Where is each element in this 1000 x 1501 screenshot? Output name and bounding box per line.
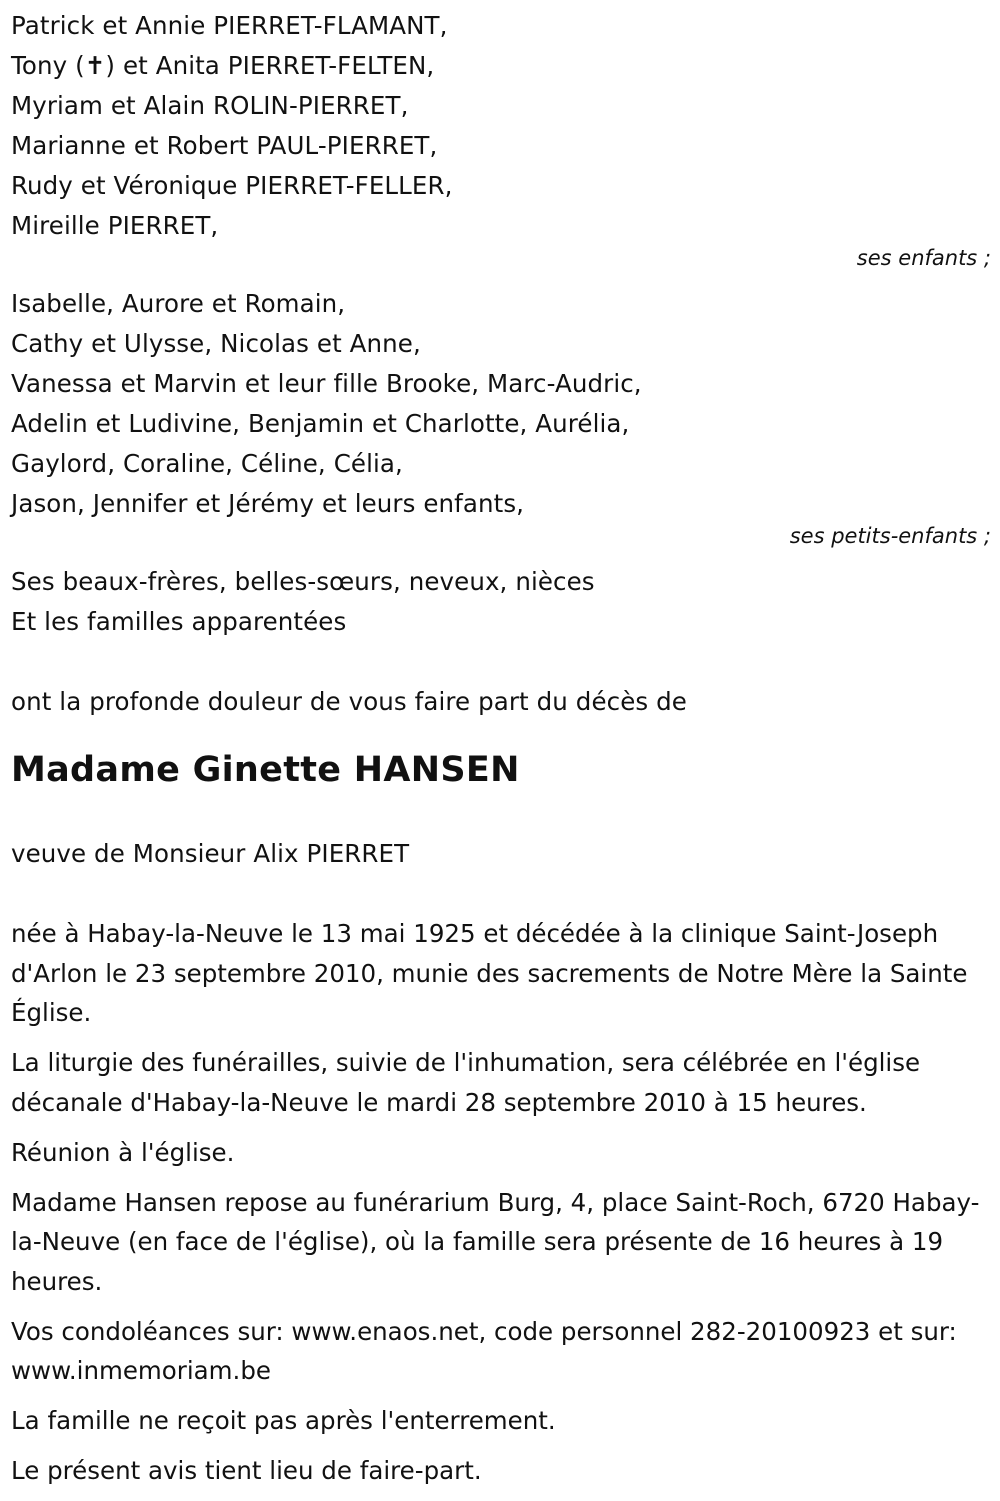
grandchildren-relation-label: ses petits-enfants ; (789, 524, 991, 548)
grandchildren-list (11, 284, 991, 548)
funeral-home-paragraph: Madame Hansen repose au funérarium Burg, 4, place Saint-Roch, 6720 Habay-la-Neuve (en face de l'église), où la famille sera présente de 16 heures à 19 heures. (11, 1187, 980, 1296)
deceased-name: Madame Ginette HANSEN (11, 750, 520, 790)
children-line: Mireille PIERRET, (11, 211, 219, 240)
announcement-text: ont la profonde douleur de vous faire part du décès de (11, 687, 687, 716)
children-line: Tony (✝) et Anita PIERRET-FELTEN, (11, 51, 435, 80)
grandchildren-line: Cathy et Ulysse, Nicolas et Anne, (11, 329, 421, 358)
grandchildren-line: Adelin et Ludivine, Benjamin et Charlotte, Aurélia, (11, 409, 630, 438)
relatives-line: Ses beaux-frères, belles-sœurs, neveux, nièces (11, 567, 595, 596)
relatives-line: Et les familles apparentées (11, 607, 347, 636)
children-line: Patrick et Annie PIERRET-FLAMANT, (11, 11, 448, 40)
children-line: Myriam et Alain ROLIN-PIERRET, (11, 91, 409, 120)
grandchildren-line: Gaylord, Coraline, Céline, Célia, (11, 449, 403, 478)
children-list (11, 6, 991, 270)
children-line: Rudy et Véronique PIERRET-FELLER, (11, 171, 453, 200)
children-relation-label: ses enfants ; (856, 246, 991, 270)
details-section (11, 914, 991, 1491)
grandchildren-line: Jason, Jennifer et Jérémy et leurs enfants, (11, 489, 525, 518)
notice-paragraph: Le présent avis tient lieu de faire-part. (11, 1456, 482, 1485)
meeting-paragraph: Réunion à l'église. (11, 1137, 235, 1167)
grandchildren-line: Isabelle, Aurore et Romain, (11, 289, 346, 318)
children-line: Marianne et Robert PAUL-PIERRET, (11, 131, 438, 160)
grandchildren-line: Vanessa et Marvin et leur fille Brooke, Marc-Audric, (11, 369, 642, 398)
widow-of-text: veuve de Monsieur Alix PIERRET (11, 839, 410, 868)
other-relatives (11, 562, 991, 642)
reception-paragraph: La famille ne reçoit pas après l'enterrement. (11, 1406, 556, 1435)
birth-death-paragraph: née à Habay-la-Neuve le 13 mai 1925 et décédée à la clinique Saint-Joseph d'Arlon le 23 septembre 2010, munie des sacrements de Notre Mère la Sainte Église. (11, 919, 968, 1027)
funeral-paragraph: La liturgie des funérailles, suivie de l'inhumation, sera célébrée en l'église décanale d'Habay-la-Neuve le mardi 28 septembre 2010 à 15 heures. (11, 1048, 921, 1117)
obituary-notice (11, 6, 991, 1501)
condolences-paragraph: Vos condoléances sur: www.enaos.net, code personnel 282-20100923 et sur: www.inmemoriam.be (11, 1316, 957, 1385)
